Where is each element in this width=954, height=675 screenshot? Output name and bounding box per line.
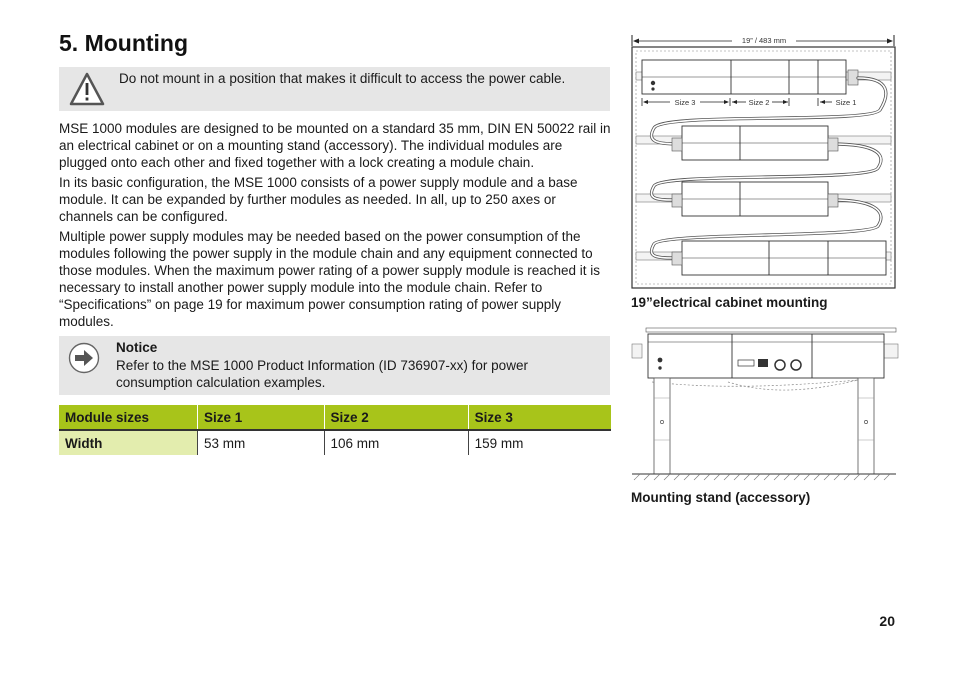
mounting-stand-figure bbox=[628, 322, 900, 487]
warning-box bbox=[59, 67, 610, 111]
paragraph-power-supply: Multiple power supply modules may be needed based on the power consumption of the modules following the power supply in the module chain and any equipment connected to those modules. When the maximum power rating of a power supply module is reached it is necessary to install another power supply module into the module chain. Refer to “Specifications” on page 19 for maximum power consumption rating of power supply modules. bbox=[59, 229, 601, 329]
table-cell: 159 mm bbox=[474, 435, 524, 451]
paragraph-basic-configuration: In its basic configuration, the MSE 1000 consists of a power supply module and a base module. It can be expanded by further modules as needed. In all, up to 250 axes or channels can be configured. bbox=[59, 175, 578, 224]
table-header-cell: Size 3 bbox=[468, 405, 611, 430]
warning-triangle-icon bbox=[68, 70, 106, 108]
dimension-label: 19” / 483 mm bbox=[741, 36, 787, 45]
size-label: Size 2 bbox=[748, 98, 770, 107]
table-row-header: Width bbox=[59, 430, 198, 455]
table-header-cell: Size 2 bbox=[324, 405, 468, 430]
table-cell: 106 mm bbox=[324, 430, 468, 455]
notice-title: Notice bbox=[116, 340, 158, 355]
figure-caption-cabinet: 19”electrical cabinet mounting bbox=[631, 295, 828, 310]
figure-caption-stand: Mounting stand (accessory) bbox=[631, 490, 811, 505]
table-header-row bbox=[59, 405, 611, 430]
table-header-cell: Size 1 bbox=[198, 405, 325, 430]
paragraph-rail-mounting: MSE 1000 modules are designed to be mounted on a standard 35 mm, DIN EN 50022 rail in an electrical cabinet or on a mounting stand (accessory). The individual modules are plugged onto each other and fixed together with a lock creating a module chain. bbox=[59, 121, 611, 170]
warning-text: Do not mount in a position that makes it difficult to access the power cable. bbox=[119, 71, 566, 86]
size-label: Size 3 bbox=[674, 98, 696, 107]
table-row bbox=[59, 430, 611, 455]
page-heading: 5. Mounting bbox=[59, 30, 189, 56]
module-size-table bbox=[59, 405, 611, 455]
cabinet-mounting-figure bbox=[628, 32, 900, 292]
page-number: 20 bbox=[879, 613, 895, 629]
notice-text: Refer to the MSE 1000 Product Information (ID 736907-xx) for power consumption calculation examples. bbox=[116, 358, 528, 390]
notice-box bbox=[59, 336, 610, 395]
table-header-cell: Module sizes bbox=[59, 405, 198, 430]
table-cell: 53 mm bbox=[198, 430, 325, 455]
arrow-right-icon bbox=[68, 342, 100, 374]
size-label: Size 1 bbox=[835, 98, 857, 107]
